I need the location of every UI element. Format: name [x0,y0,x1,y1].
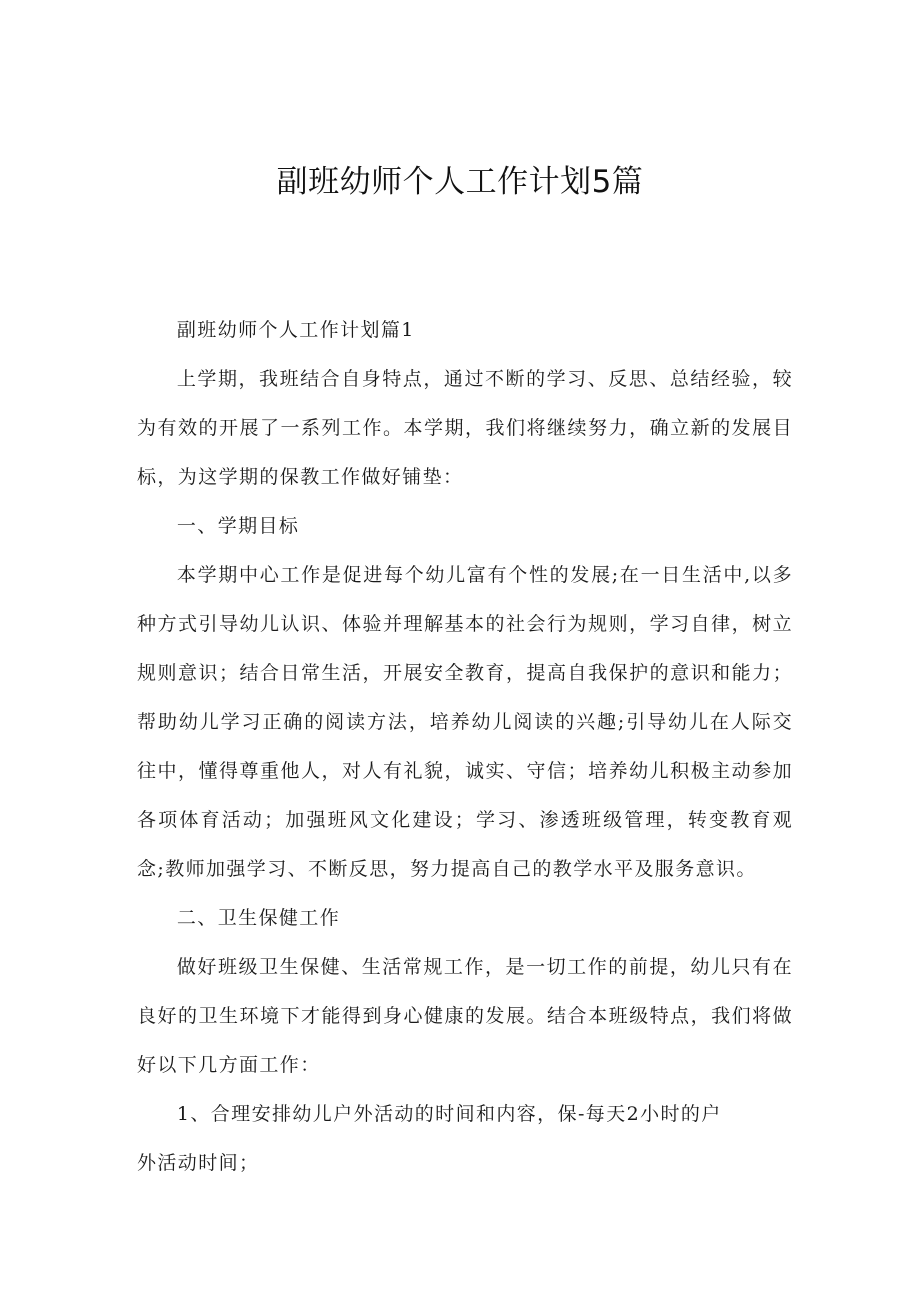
section-title: 副班幼师个人工作计划篇1 [176,319,415,341]
document-title: 副班幼师个人工作计划5篇 [276,164,644,200]
list-item-1-line-1: 1、合理安排幼儿户外活动的时间和内容，保-每天2小时的户 [176,1103,722,1125]
paragraph-goals: 本学期中心工作是促进每个幼儿富有个性的发展;在一日生活中,以多种方式引导幼儿认识、体验并理解基本的社会行为规则，学习自律，树立规则意识；结合日常生活，开展安全教育，提高自我保护的意识和能力；帮助幼儿学习正确的阅读方法，培养幼儿阅读的兴趣;引导幼儿在人际交往中，懂得尊重他人，对人有礼貌，诚实、守信；培养幼儿积极主动参加各项体育活动；加强班风文化建设；学习、渗透班级管理，转变教育观念;教师加强学习、不断反思，努力提高自己的教学水平及服务意识。 [137,564,793,880]
heading-semester-goals: 一、学期目标 [176,515,300,537]
heading-health-work: 二、卫生保健工作 [176,907,341,929]
list-item-1-line-2: 外活动时间； [137,1152,260,1174]
body-text [137,306,793,1188]
paragraph-health: 做好班级卫生保健、生活常规工作，是一切工作的前提，幼儿只有在良好的卫生环境下才能得到身心健康的发展。结合本班级特点，我们将做好以下几方面工作： [137,956,793,1076]
paragraph-intro: 上学期，我班结合自身特点，通过不断的学习、反思、总结经验，较为有效的开展了一系列工作。本学期，我们将继续努力，确立新的发展目标，为这学期的保教工作做好铺垫： [137,368,793,488]
